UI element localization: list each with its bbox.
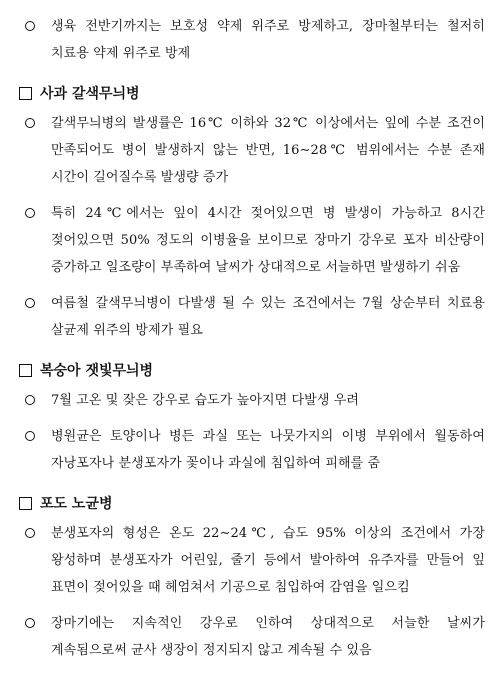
bullet-text: 갈색무늬병의 발생률은 16℃ 이하와 32℃ 이상에서는 잎에 수분 조건이 만족되어도 병이 발생하지 않는 반면, 16∼28℃ 범위에서는 수분 존재 시간이 길어질수록 발생량 증가 bbox=[51, 116, 485, 185]
section-heading-grape-downy-mildew bbox=[0, 492, 501, 516]
bullet-text: 특히 24℃에서는 잎이 4시간 젖어있으면 병 발생이 가능하고 8시간 젖어있으면 50% 정도의 이병율을 보이므로 장마기 강우로 포자 비산량이 증가하고 일조량이 부족하여 날씨가 상대적으로 서늘하면 발생하기 쉬움 bbox=[51, 206, 485, 275]
bullet-item bbox=[0, 387, 501, 414]
circle-bullet-icon bbox=[25, 395, 35, 405]
section-heading-text: 복숭아 잿빛무늬병 bbox=[40, 363, 154, 379]
bullet-item bbox=[0, 200, 501, 281]
circle-bullet-icon bbox=[25, 208, 35, 218]
circle-bullet-icon bbox=[25, 528, 35, 538]
circle-bullet-icon bbox=[25, 298, 35, 308]
square-bullet-icon bbox=[19, 364, 32, 377]
bullet-text: 병원균은 토양이나 병든 과실 또는 나뭇가지의 이병 부위에서 월동하여 자낭포자나 분생포자가 꽃이나 과실에 침입하여 피해를 줌 bbox=[51, 429, 485, 471]
section-heading-peach-brown-rot bbox=[0, 359, 501, 383]
bullet-text: 장마기에는 지속적인 강우로 인하여 상대적으로 서늘한 날씨가 계속됨으로써 균사 생장이 정지되지 않고 계속될 수 있음 bbox=[51, 616, 485, 658]
bullet-item bbox=[0, 13, 501, 67]
bullet-item bbox=[0, 110, 501, 191]
bullet-item bbox=[0, 610, 501, 664]
circle-bullet-icon bbox=[25, 618, 35, 628]
bullet-text: 7월 고온 및 잦은 강우로 습도가 높아지면 다발생 우려 bbox=[51, 393, 360, 408]
bullet-text: 생육 전반기까지는 보호성 약제 위주로 방제하고, 장마철부터는 철저히 치료용 약제 위주로 방제 bbox=[51, 19, 485, 61]
section-heading-text: 사과 갈색무늬병 bbox=[40, 86, 140, 102]
circle-bullet-icon bbox=[25, 431, 35, 441]
circle-bullet-icon bbox=[25, 118, 35, 128]
square-bullet-icon bbox=[19, 497, 32, 510]
square-bullet-icon bbox=[19, 87, 32, 100]
bullet-text: 분생포자의 형성은 온도 22∼24℃, 습도 95% 이상의 조건에서 가장 왕성하며 분생포자가 어린잎, 줄기 등에서 발아하여 유주자를 만들어 잎 표면이 젖어있을 때 헤엄쳐서 기공으로 침입하여 감염을 일으킴 bbox=[51, 526, 485, 595]
bullet-text: 여름철 갈색무늬병이 다발생 될 수 있는 조건에서는 7월 상순부터 치료용 살균제 위주의 방제가 필요 bbox=[51, 296, 485, 338]
circle-bullet-icon bbox=[25, 21, 35, 31]
bullet-item bbox=[0, 520, 501, 601]
bullet-item bbox=[0, 290, 501, 344]
section-heading-text: 포도 노균병 bbox=[40, 496, 113, 512]
bullet-item bbox=[0, 423, 501, 477]
section-heading-apple-brown-spot bbox=[0, 82, 501, 106]
